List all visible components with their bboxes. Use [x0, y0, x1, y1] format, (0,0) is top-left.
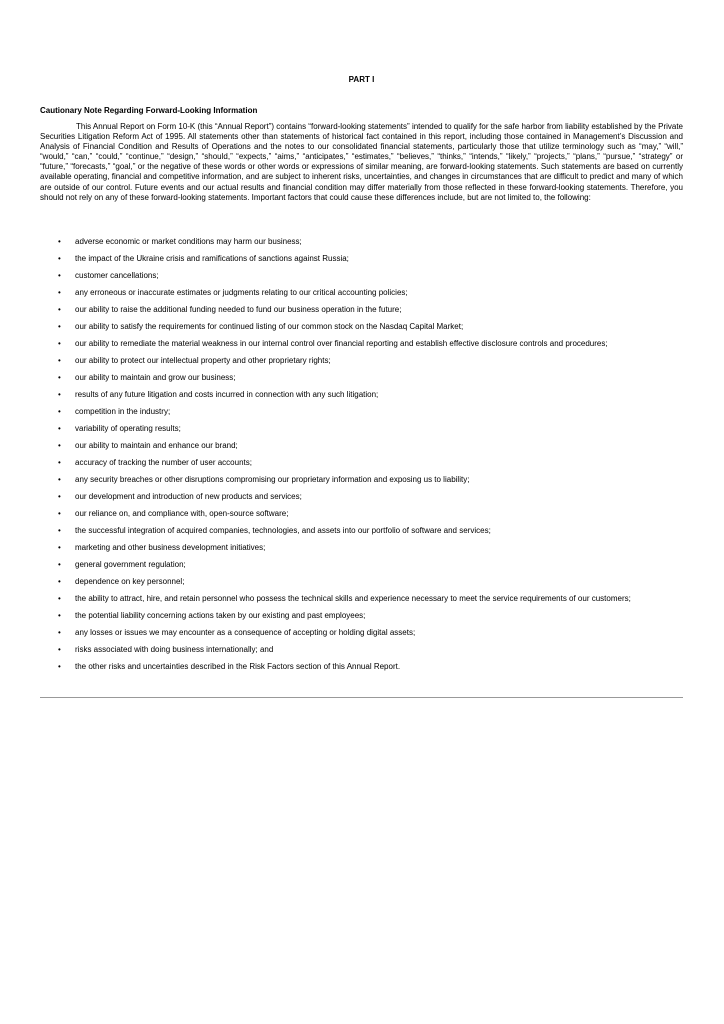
list-item	[40, 237, 683, 247]
list-item-text: our ability to remediate the material weakness in our internal control over financial reporting and establish effective disclosure controls and procedures;	[75, 339, 608, 348]
bullet-icon: •	[58, 577, 61, 586]
list-item-text: competition in the industry;	[75, 407, 171, 416]
list-item	[40, 543, 683, 553]
list-item-text: the potential liability concerning actions taken by our existing and past employees;	[75, 611, 366, 620]
bullet-icon: •	[58, 390, 61, 399]
list-item	[40, 254, 683, 264]
list-item-text: dependence on key personnel;	[75, 577, 185, 586]
bullet-icon: •	[58, 424, 61, 433]
list-item-text: adverse economic or market conditions may harm our business;	[75, 237, 302, 246]
bullet-icon: •	[58, 594, 61, 603]
bullet-icon: •	[58, 322, 61, 331]
intro-paragraph: This Annual Report on Form 10-K (this “Annual Report”) contains “forward-looking statements” intended to qualify for the safe harbor from liability established by the Private Securities Litigation Reform Act of 1995. All statements other than statements of historical fact contained in this report, including those contained in Management’s Discussion and Analysis of Financial Condition and Results of Operations and the notes to our consolidated financial statements, particularly those that utilize terminology such as “may,” “will,” “would,” “can,” “could,” “continue,” “design,” “should,” “expects,” “aims,” “anticipates,” “estimates,” “believes,” “thinks,” “intends,” “likely,” “projects,” “plans,” “pursue,” “strategy” or “future,” “forecasts,” “goal,” or the negative of these words or other words or expressions of similar meaning, are forward-looking statements. Such statements are based on currently available operating, financial and competitive information, and are subject to inherent risks, uncertainties, and changes in circumstances that are difficult to predict and many of which are outside of our control. Future events and our actual results and financial condition may differ materially from those reflected in these forward-looking statements. Therefore, you should not rely on any of these forward-looking statements. Important factors that could cause these differences include, but are not limited to, the following:	[40, 122, 683, 202]
bullet-icon: •	[58, 543, 61, 552]
list-item-text: the impact of the Ukraine crisis and ramifications of sanctions against Russia;	[75, 254, 349, 263]
bullet-icon: •	[58, 509, 61, 518]
bullet-icon: •	[58, 339, 61, 348]
list-item	[40, 390, 683, 400]
list-item-text: results of any future litigation and costs incurred in connection with any such litigation;	[75, 390, 379, 399]
list-item	[40, 509, 683, 519]
page-divider	[40, 697, 683, 698]
list-item	[40, 577, 683, 587]
bullet-icon: •	[58, 560, 61, 569]
list-item-text: any losses or issues we may encounter as a consequence of accepting or holding digital assets;	[75, 628, 416, 637]
list-item-text: our reliance on, and compliance with, open-source software;	[75, 509, 289, 518]
bullet-icon: •	[58, 475, 61, 484]
list-item	[40, 560, 683, 570]
list-item-text: accuracy of tracking the number of user accounts;	[75, 458, 252, 467]
bullet-icon: •	[58, 237, 61, 246]
list-item-text: our ability to raise the additional funding needed to fund our business operation in the future;	[75, 305, 402, 314]
list-item-text: variability of operating results;	[75, 424, 181, 433]
list-item	[40, 458, 683, 468]
list-item	[40, 288, 683, 298]
list-item-text: any security breaches or other disruptions compromising our proprietary information and exposing us to liability;	[75, 475, 470, 484]
list-item	[40, 611, 683, 621]
bullet-icon: •	[58, 526, 61, 535]
list-item	[40, 492, 683, 502]
list-item	[40, 339, 683, 349]
list-item-text: the successful integration of acquired companies, technologies, and assets into our portfolio of software and services;	[75, 526, 491, 535]
bullet-icon: •	[58, 628, 61, 637]
list-item-text: our ability to maintain and grow our business;	[75, 373, 236, 382]
list-item	[40, 662, 683, 672]
list-item-text: our ability to protect our intellectual property and other proprietary rights;	[75, 356, 331, 365]
list-item-text: risks associated with doing business internationally; and	[75, 645, 274, 654]
list-item	[40, 594, 683, 604]
bullet-icon: •	[58, 407, 61, 416]
bullet-icon: •	[58, 662, 61, 671]
list-item	[40, 475, 683, 485]
list-item	[40, 356, 683, 366]
section-heading: Cautionary Note Regarding Forward-Looking Information	[40, 106, 258, 115]
bullet-icon: •	[58, 645, 61, 654]
list-item	[40, 305, 683, 315]
list-item-text: our ability to satisfy the requirements for continued listing of our common stock on the Nasdaq Capital Market;	[75, 322, 464, 331]
list-item	[40, 373, 683, 383]
list-item-text: any erroneous or inaccurate estimates or judgments relating to our critical accounting policies;	[75, 288, 408, 297]
list-item-text: marketing and other business development initiatives;	[75, 543, 266, 552]
list-item-text: the other risks and uncertainties described in the Risk Factors section of this Annual Report.	[75, 662, 401, 671]
bullet-icon: •	[58, 441, 61, 450]
list-item	[40, 526, 683, 536]
list-item-text: general government regulation;	[75, 560, 186, 569]
bullet-icon: •	[58, 611, 61, 620]
part-title: PART I	[348, 75, 375, 84]
bullet-icon: •	[58, 254, 61, 263]
risk-factor-list	[40, 237, 683, 679]
bullet-icon: •	[58, 492, 61, 501]
list-item	[40, 271, 683, 281]
bullet-icon: •	[58, 373, 61, 382]
bullet-icon: •	[58, 305, 61, 314]
list-item-text: our development and introduction of new products and services;	[75, 492, 302, 501]
list-item-text: customer cancellations;	[75, 271, 159, 280]
bullet-icon: •	[58, 356, 61, 365]
list-item	[40, 645, 683, 655]
bullet-icon: •	[58, 288, 61, 297]
bullet-icon: •	[58, 458, 61, 467]
list-item	[40, 628, 683, 638]
bullet-icon: •	[58, 271, 61, 280]
list-item	[40, 441, 683, 451]
list-item	[40, 322, 683, 332]
list-item	[40, 407, 683, 417]
list-item-text: our ability to maintain and enhance our brand;	[75, 441, 238, 450]
list-item-text: the ability to attract, hire, and retain personnel who possess the technical skills and experience necessary to meet the service requirements of our customers;	[75, 594, 631, 603]
list-item	[40, 424, 683, 434]
